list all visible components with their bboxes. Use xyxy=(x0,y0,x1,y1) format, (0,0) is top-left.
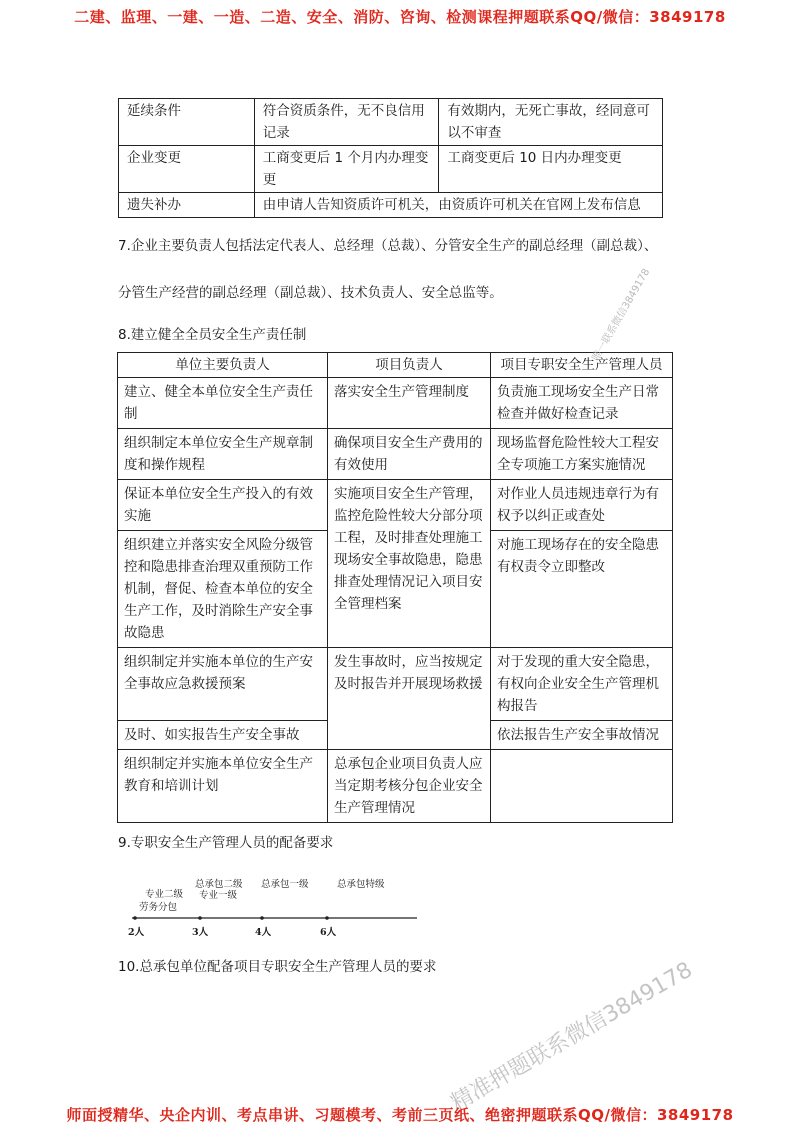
table-cell-merged: 由申请人告知资质许可机关，由资质许可机关在官网上发布信息 xyxy=(254,193,662,218)
table-row xyxy=(118,648,673,721)
timeline-tick-label: 4人 xyxy=(255,927,272,938)
timeline-tick-label: 2人 xyxy=(128,927,145,938)
table-row xyxy=(118,750,673,823)
timeline-tick-label: 3人 xyxy=(192,927,209,938)
row-label: 企业变更 xyxy=(119,146,255,193)
timeline-label: 总承包特级 xyxy=(337,879,385,890)
section-10-heading: 10.总承包单位配备项目专职安全生产管理人员的要求 xyxy=(118,959,437,975)
column-header: 单位主要负责人 xyxy=(118,353,328,378)
table-cell: 工商变更后 10 日内办理变更 xyxy=(439,146,663,193)
paragraph-7-line-2: 分管生产经营的副总经理（副总裁）、技术负责人、安全总监等。 xyxy=(118,285,503,301)
row-label: 遗失补办 xyxy=(119,193,255,218)
timeline-tick xyxy=(325,916,329,920)
table-cell: 发生事故时，应当按规定及时报告并开展现场救援 xyxy=(328,648,491,750)
table-cell: 确保项目安全生产费用的有效使用 xyxy=(328,429,491,480)
responsibility-table xyxy=(117,352,673,823)
table-cell: 保证本单位安全生产投入的有效实施 xyxy=(118,480,328,531)
section-9-heading: 9.专职安全生产管理人员的配备要求 xyxy=(118,835,334,851)
table-cell: 符合资质条件，无不良信用记录 xyxy=(254,99,439,146)
timeline-label: 劳务分包 xyxy=(139,902,178,913)
column-header: 项目负责人 xyxy=(328,353,491,378)
table-row xyxy=(118,429,673,480)
timeline-tick xyxy=(198,916,202,920)
timeline-label: 总承包二级 xyxy=(195,879,243,890)
table-cell: 依法报告生产安全事故情况 xyxy=(491,721,673,750)
column-header: 项目专职安全生产管理人员 xyxy=(491,353,673,378)
table-cell: 现场监督危险性较大工程安全专项施工方案实施情况 xyxy=(491,429,673,480)
timeline-label: 专业二级 xyxy=(145,889,184,900)
watermark-small: 唯一联系微信3849178 xyxy=(590,266,653,363)
table-cell: 对作业人员违规违章行为有权予以纠正或查处 xyxy=(491,480,673,531)
table-cell: 组织制定本单位安全生产规章制度和操作规程 xyxy=(118,429,328,480)
table-cell: 落实安全生产管理制度 xyxy=(328,378,491,429)
license-table xyxy=(118,98,663,218)
table-cell: 组织建立并落实安全风险分级管控和隐患排查治理双重预防工作机制，督促、检查本单位的安全生产工作，及时消除生产安全事故隐患 xyxy=(118,531,328,648)
watermark-large: 精准押题联系微信3849178 xyxy=(447,957,697,1117)
table-row xyxy=(119,193,663,218)
timeline-tick xyxy=(260,916,264,920)
timeline-tick xyxy=(133,916,137,920)
table-cell: 实施项目安全生产管理，监控危险性较大分部分项工程，及时排查处理施工现场安全事故隐患，隐患排查处理情况记入项目安全管理档案 xyxy=(328,480,491,648)
footer-banner: 师面授精华、央企内训、考点串讲、习题模考、考前三页纸、绝密押题联系QQ/微信：3849178 xyxy=(66,1106,734,1124)
paragraph-7-line-1: 7.企业主要负责人包括法定代表人、总经理（总裁）、分管安全生产的副总经理（副总裁）、 xyxy=(118,238,658,254)
timeline-label: 总承包一级 xyxy=(261,879,309,890)
table-cell: 对于发现的重大安全隐患，有权向企业安全生产管理机构报告 xyxy=(491,648,673,721)
table-cell: 工商变更后 1 个月内办理变更 xyxy=(254,146,439,193)
table-cell: 有效期内，无死亡事故，经同意可以不审查 xyxy=(439,99,663,146)
row-label: 延续条件 xyxy=(119,99,255,146)
timeline-tick-label: 6人 xyxy=(320,927,337,938)
timeline-label: 专业一级 xyxy=(199,890,238,901)
staffing-timeline xyxy=(127,872,427,942)
table-cell-empty xyxy=(491,750,673,823)
table-cell: 建立、健全本单位安全生产责任制 xyxy=(118,378,328,429)
table-cell: 对施工现场存在的安全隐患有权责令立即整改 xyxy=(491,531,673,648)
section-8-heading: 8.建立健全全员安全生产责任制 xyxy=(118,327,307,343)
header-banner: 二建、监理、一建、一造、二造、安全、消防、咨询、检测课程押题联系QQ/微信：3849178 xyxy=(74,8,726,26)
table-row xyxy=(118,378,673,429)
table-row xyxy=(118,480,673,531)
table-cell: 组织制定并实施本单位安全生产教育和培训计划 xyxy=(118,750,328,823)
table-row xyxy=(119,99,663,146)
table-cell: 总承包企业项目负责人应当定期考核分包企业安全生产管理情况 xyxy=(328,750,491,823)
table-cell: 负责施工现场安全生产日常检查并做好检查记录 xyxy=(491,378,673,429)
table-cell: 组织制定并实施本单位的生产安全事故应急救援预案 xyxy=(118,648,328,721)
table-row xyxy=(119,146,663,193)
table-cell: 及时、如实报告生产安全事故 xyxy=(118,721,328,750)
